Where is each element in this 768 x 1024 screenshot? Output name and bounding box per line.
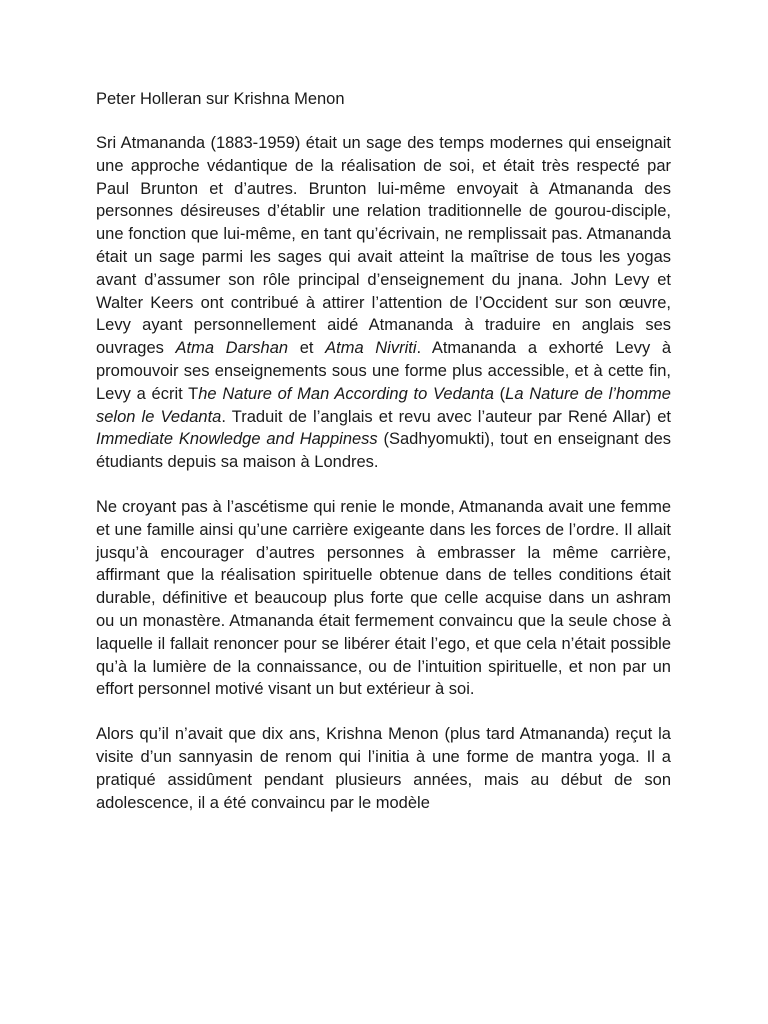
book-title-atma-darshan: Atma Darshan <box>175 339 289 358</box>
paragraph-3 <box>96 723 671 814</box>
paragraph-1 <box>96 132 671 474</box>
book-title-immediate-knowledge: Immediate Knowledge and Happiness <box>96 430 378 449</box>
document-title: Peter Holleran sur Krishna Menon <box>96 90 345 108</box>
text-segment: Sri Atmananda (1883-1959) était un sage des temps modernes qui enseignait une approche védantique de la réalisation de soi, et était très respecté par Paul Brunton et d’autres. Brunton lui-même envoyait à Atmananda des personnes désireuses d’établir une relation traditionnelle de gourou-disciple, une fonction que lui-même, en tant qu’écrivain, ne remplissait pas. Atmananda était un sage parmi les sages qui avait atteint la maîtrise de tous les yogas avant d’assumer son rôle principal d’enseignement du jnana. John Levy et Walter Keers ont contribué à attirer l’attention de l’Occident sur son œuvre, Levy ayant personnellement aidé Atmananda à traduire en anglais ses ouvrages <box>96 134 671 358</box>
text-segment: . Traduit de l’anglais et revu avec l’auteur par René Allar) et <box>221 407 671 426</box>
text-segment: . Atmananda a exhorté Levy à promouvoir ses enseignements sous une forme plus accessible, et à cette fin, Levy a écrit T <box>96 339 672 403</box>
document-page <box>96 88 671 836</box>
paragraph-2 <box>96 496 671 701</box>
text-segment: Alors qu’il n’avait que dix ans, Krishna Menon (plus tard Atmananda) reçut la visite d’un sannyasin de renom qui l’initia à une forme de mantra yoga. Il a pratiqué assidûment pendant plusieurs années, mais au début de son adolescence, il a été convaincu par le modèle <box>96 725 671 812</box>
book-title-atma-nivriti: Atma Nivriti <box>325 339 417 358</box>
text-segment: et <box>288 339 326 358</box>
text-segment: (Sadhyomukti), tout en enseignant des étudiants depuis sa maison à Londres. <box>96 430 672 472</box>
book-title-nature-de-lhomme: La Nature de l’homme selon le Vedanta <box>96 384 671 426</box>
text-segment: ( <box>493 384 506 403</box>
text-segment: Ne croyant pas à l’ascétisme qui renie le monde, Atmananda avait une femme et une famille ainsi qu’une carrière exigeante dans les forces de l’ordre. Il allait jusqu’à encourager d’autres personnes à embrasser la même carrière, affirmant que la réalisation spirituelle obtenue dans de telles conditions était durable, définitive et beaucoup plus forte que celle acquise dans un ashram ou un monastère. Atmananda était fermement convaincu que la seule chose à laquelle il fallait renoncer pour se libérer était l’ego, et que cela n’était possible qu’à la lumière de la connaissance, ou de l’intuition spirituelle, et non par un effort personnel motivé visant un but extérieur à soi. <box>96 497 671 699</box>
book-title-nature-of-man: he Nature of Man According to Vedanta <box>198 384 494 403</box>
